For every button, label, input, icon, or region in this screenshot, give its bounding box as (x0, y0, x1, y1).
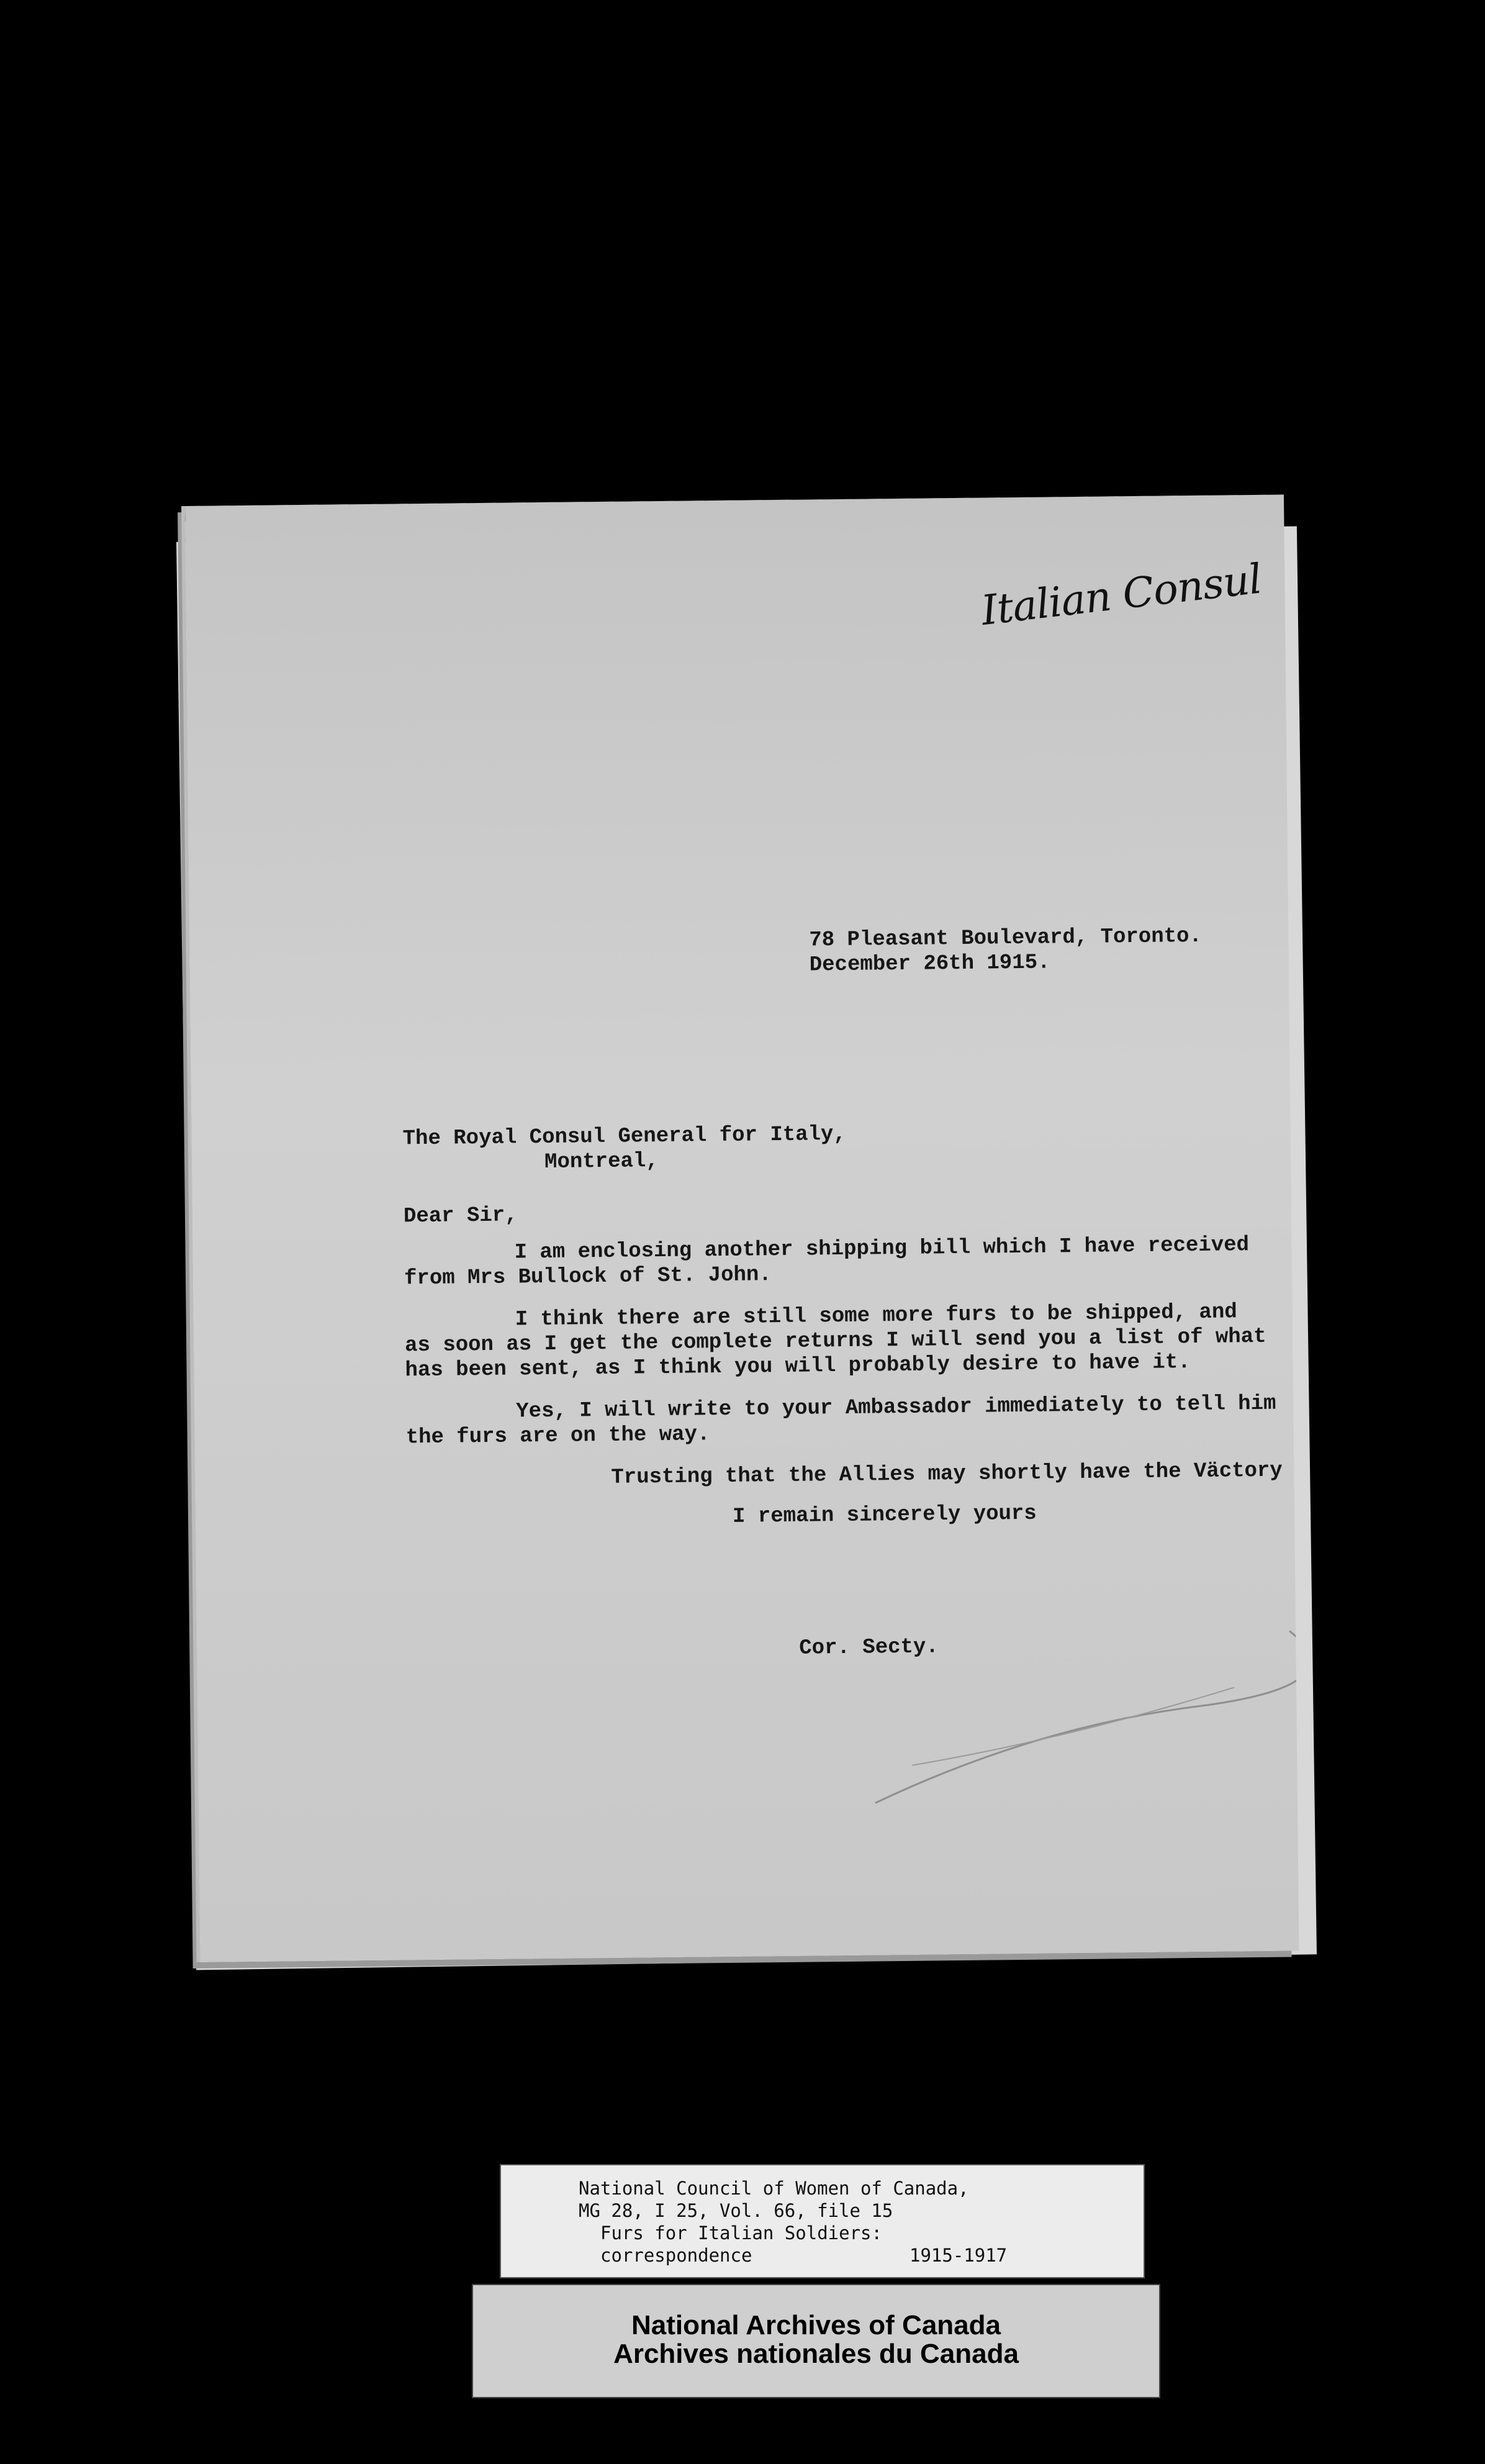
archive-name-french: Archives nationales du Canada (613, 2339, 1019, 2369)
salutation: Dear Sir, (403, 1203, 518, 1229)
paragraph-3-line-2: the furs are on the way. (405, 1423, 710, 1450)
paragraph-2-line-3: has been sent, as I think you will probably desire to have it. (405, 1351, 1191, 1383)
archive-reference-label (500, 2164, 1145, 2278)
sender-address: 78 Pleasant Boulevard, Toronto. (809, 924, 1203, 953)
label-line-2: MG 28, I 25, Vol. 66, file 15 (579, 2200, 893, 2221)
recipient-name: The Royal Consul General for Italy, (402, 1122, 846, 1151)
paper-scratch-marks (849, 1612, 1298, 1822)
handwritten-note: Italian Consul (978, 555, 1264, 635)
paragraph-2-line-2: as soon as I get the complete returns I will send you a list of what (404, 1325, 1266, 1358)
paragraph-1-line-1: I am enclosing another shipping bill which I have received (514, 1233, 1250, 1265)
valediction: I remain sincerely yours (732, 1502, 1037, 1529)
paragraph-2-line-1: I think there are still some more furs to be shipped, and (515, 1300, 1237, 1332)
archive-name-english: National Archives of Canada (631, 2310, 1001, 2340)
label-line-1: National Council of Women of Canada, (579, 2178, 969, 2199)
archive-stamp (472, 2284, 1160, 2398)
signature-title: Cor. Secty. (799, 1635, 939, 1660)
label-line-4: correspondence (600, 2245, 752, 2266)
recipient-city: Montreal, (544, 1149, 659, 1174)
paragraph-1-line-2: from Mrs Bullock of St. John. (404, 1263, 772, 1291)
paragraph-3-line-1: Yes, I will write to your Ambassador immediately to tell him (516, 1392, 1276, 1424)
letter-date: December 26th 1915. (809, 951, 1050, 977)
label-years: 1915-1917 (910, 2245, 1008, 2266)
letter-page (185, 494, 1299, 1962)
closing-line: Trusting that the Allies may shortly have the Väctory (611, 1459, 1283, 1490)
label-line-3: Furs for Italian Soldiers: (600, 2222, 882, 2244)
